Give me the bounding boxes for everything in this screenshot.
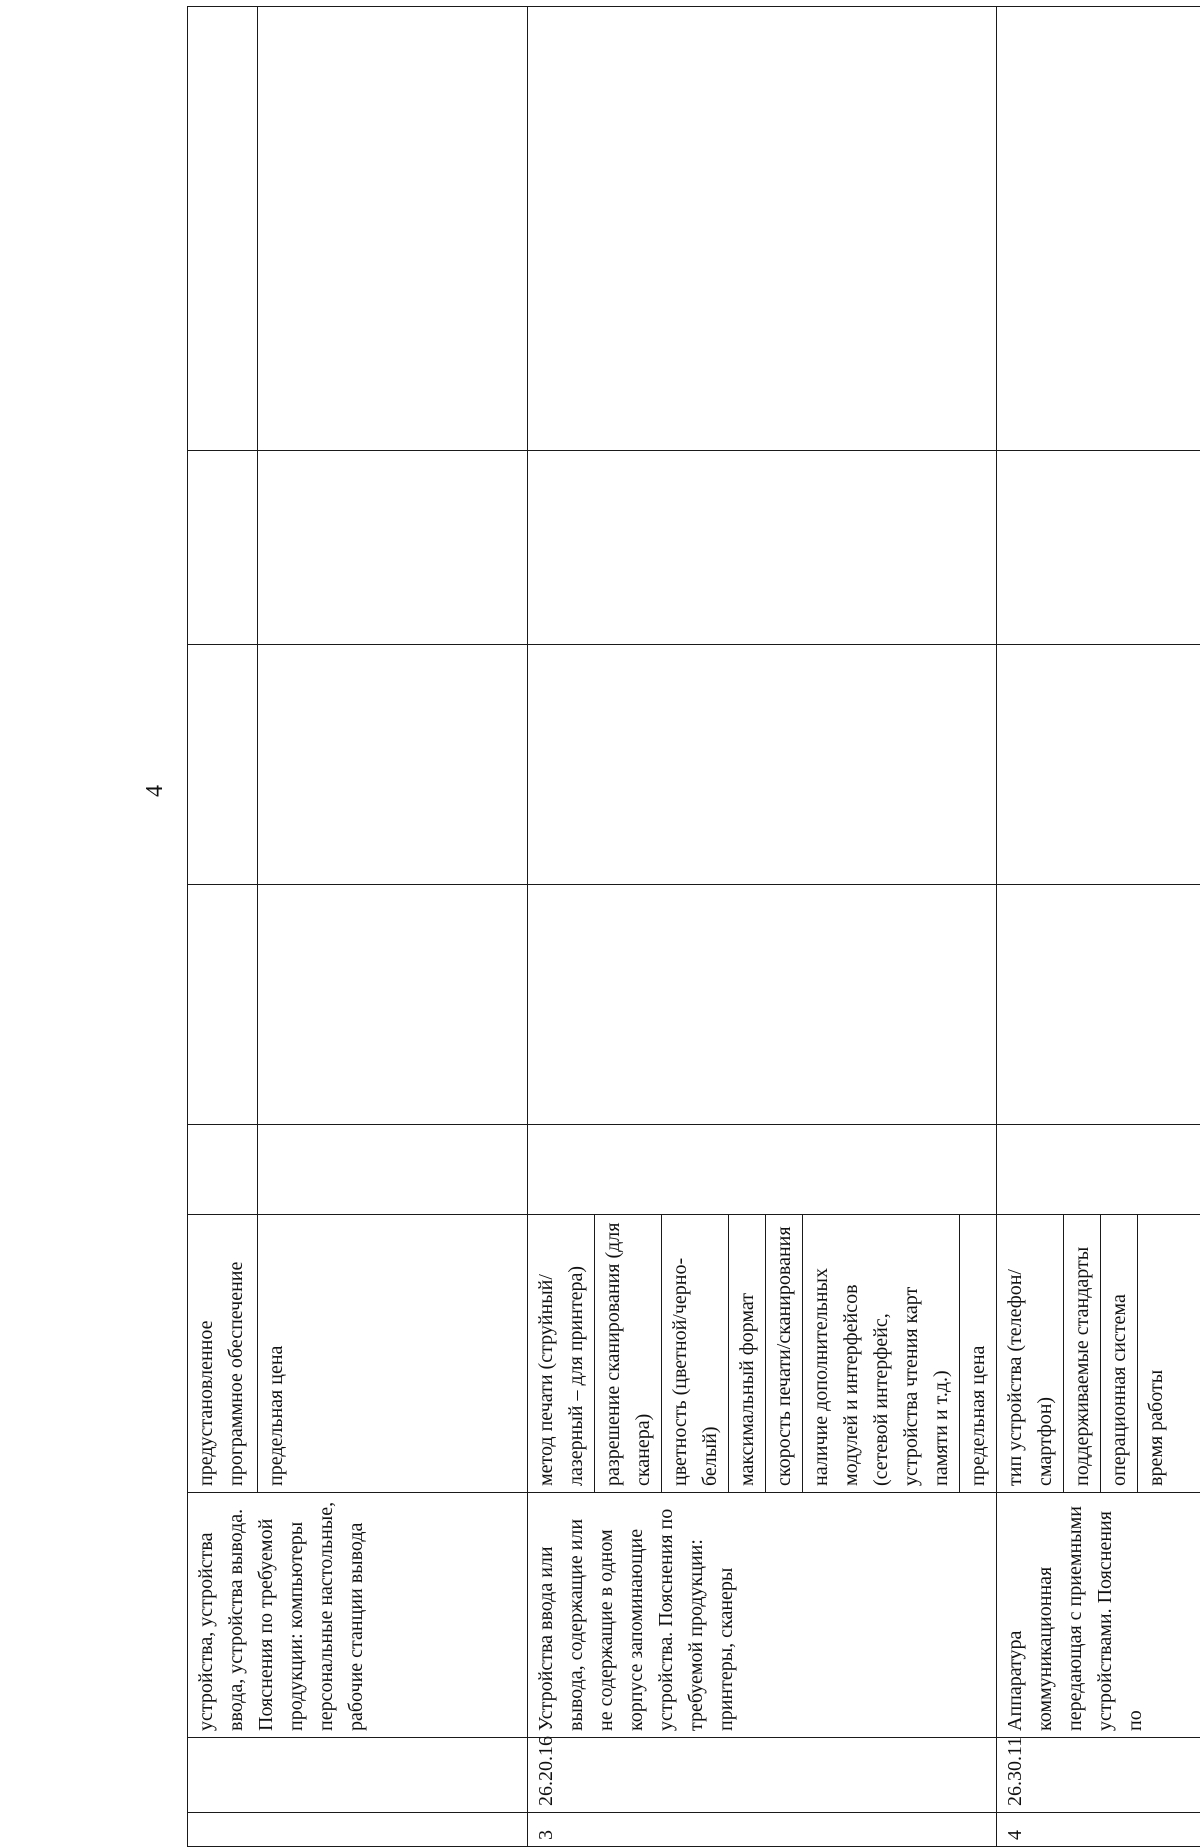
empty-cell [528,451,997,645]
okpd-code-cell: 26.30.11 [997,1738,1200,1813]
empty-cell [188,1125,258,1215]
okpd-code-cell: 26.20.16 [528,1738,997,1813]
table-row [188,7,258,1847]
description-cell: устройства, устройства ввода, устройства вывода. Пояснения по требуемой продукции: компьютеры персональные настольные, рабочие станции вывода [188,1493,528,1738]
characteristic-item: тип устройства (телефон/смартфон) [997,1215,1064,1492]
empty-cell [997,645,1200,885]
characteristic-item: наличие дополнительных модулей и интерфейсов (сетевой интерфейс, устройства чтения карт памяти и т.д.) [803,1215,960,1492]
row-number-cell: 3 [528,1813,997,1847]
empty-cell [188,645,258,885]
row-number-cell [188,1813,528,1847]
empty-cell [258,7,528,451]
empty-cell [528,7,997,451]
empty-cell [188,451,258,645]
table-container [187,7,1097,1847]
description-cell: Аппаратура коммуникационная передающая с приемными устройствами. Пояснения по [997,1493,1200,1738]
empty-cell [258,885,528,1125]
empty-cell [528,1125,997,1215]
empty-cell [258,451,528,645]
characteristics-cell [528,1215,997,1493]
table-row [528,7,997,1847]
characteristic-cell: предельная цена [258,1215,528,1493]
characteristic-item: операционная система [1101,1215,1138,1492]
empty-cell [188,7,258,451]
page-number: 4 [140,776,170,806]
requirements-table [187,6,1200,1847]
characteristic-cell: предустановленное программное обеспечение [188,1215,258,1493]
empty-cell [997,7,1200,451]
empty-cell [188,885,258,1125]
empty-cell [528,885,997,1125]
characteristic-item: цветность (цветной/черно-белый) [662,1215,729,1492]
characteristic-item: метод печати (струйный/лазерный – для принтера) [528,1215,595,1492]
characteristic-item: разрешение сканирования (для сканера) [595,1215,662,1492]
empty-cell [258,1125,528,1215]
empty-cell [997,1125,1200,1215]
okpd-code-cell [188,1738,528,1813]
description-cell: Устройства ввода или вывода, содержащие или не содержащие в одном корпусе запоминающие устройства. Пояснения по требуемой продукции: принтеры, сканеры [528,1493,997,1738]
characteristic-item: время работы [1138,1215,1174,1492]
characteristic-item: поддерживаемые стандарты [1064,1215,1101,1492]
characteristics-cell [997,1215,1200,1493]
table-row [997,7,1200,1847]
characteristic-item: максимальный формат [729,1215,766,1492]
empty-cell [997,451,1200,645]
characteristic-item: скорость печати/сканирования [766,1215,803,1492]
row-number-cell: 4 [997,1813,1200,1847]
characteristic-item: предельная цена [960,1215,996,1492]
empty-cell [258,645,528,885]
empty-cell [997,885,1200,1125]
empty-cell [528,645,997,885]
